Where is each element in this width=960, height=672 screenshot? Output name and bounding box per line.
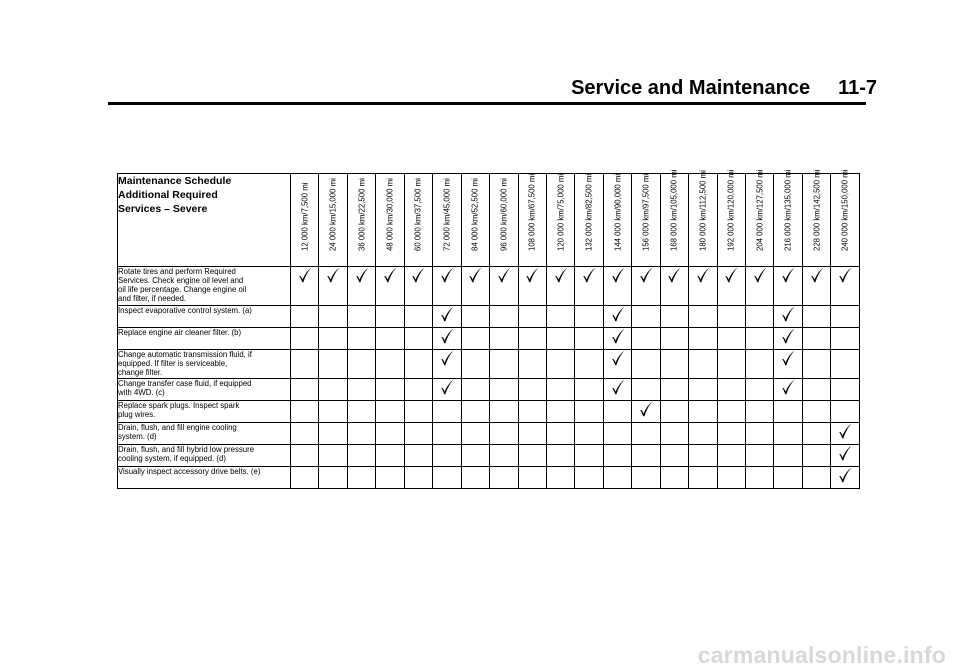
schedule-cell (689, 379, 717, 401)
checkmark-icon (724, 267, 738, 283)
schedule-cell (518, 267, 546, 306)
schedule-cell (575, 328, 603, 350)
interval-header (689, 170, 717, 267)
checkmark-icon (639, 267, 653, 283)
table-row (118, 267, 860, 306)
schedule-cell (404, 401, 432, 423)
schedule-cell (404, 445, 432, 467)
schedule-cell (546, 328, 574, 350)
schedule-cell (802, 350, 830, 379)
schedule-cell (632, 401, 660, 423)
schedule-cell (347, 467, 375, 489)
schedule-cell (660, 267, 688, 306)
schedule-cell (347, 401, 375, 423)
checkmark-icon (411, 267, 425, 283)
schedule-cell (490, 306, 518, 328)
table-row (118, 306, 860, 328)
schedule-cell (831, 306, 859, 328)
interval-label: 132 000 km/82,500 mi (584, 173, 594, 251)
schedule-cell (291, 350, 319, 379)
schedule-cell (518, 379, 546, 401)
schedule-cell (461, 267, 489, 306)
schedule-cell (689, 445, 717, 467)
schedule-cell (546, 445, 574, 467)
interval-header (632, 174, 660, 267)
schedule-cell (433, 379, 461, 401)
schedule-cell (575, 401, 603, 423)
interval-header (575, 174, 603, 267)
interval-header (433, 174, 461, 267)
schedule-cell (575, 379, 603, 401)
interval-header (518, 174, 546, 267)
interval-header (376, 174, 404, 267)
schedule-cell (717, 267, 745, 306)
checkmark-icon (639, 401, 653, 417)
checkmark-icon (611, 328, 625, 344)
table-title-line: Maintenance Schedule (118, 175, 232, 187)
interval-label: 156 000 km/97,500 mi (641, 173, 651, 251)
schedule-cell (575, 306, 603, 328)
schedule-cell (660, 401, 688, 423)
schedule-cell (518, 328, 546, 350)
service-task-label: Drain, flush, and fill hybrid low pressure cooling system, if equipped. (d) (118, 445, 291, 467)
schedule-cell (632, 306, 660, 328)
service-task-label: Replace engine air cleaner filter. (b) (118, 328, 291, 350)
table-row (118, 401, 860, 423)
schedule-cell (603, 328, 631, 350)
schedule-cell (433, 445, 461, 467)
schedule-cell (376, 379, 404, 401)
interval-header (660, 169, 688, 267)
schedule-cell (490, 379, 518, 401)
schedule-cell (518, 401, 546, 423)
schedule-cell (461, 423, 489, 445)
checkmark-icon (525, 267, 539, 283)
interval-header (802, 169, 830, 267)
schedule-cell (319, 423, 347, 445)
schedule-cell (433, 423, 461, 445)
schedule-cell (291, 423, 319, 445)
schedule-cell (376, 267, 404, 306)
schedule-cell (490, 328, 518, 350)
interval-label: 144 000 km/90,000 mi (613, 173, 623, 251)
interval-header (291, 174, 319, 267)
schedule-cell (802, 467, 830, 489)
schedule-cell (319, 379, 347, 401)
schedule-cell (461, 467, 489, 489)
checkmark-icon (383, 267, 397, 283)
page-header (0, 70, 877, 104)
checkmark-icon (298, 267, 312, 283)
table-row (118, 423, 860, 445)
schedule-cell (575, 267, 603, 306)
schedule-cell (774, 306, 802, 328)
schedule-cell (717, 379, 745, 401)
schedule-cell (376, 306, 404, 328)
checkmark-icon (696, 267, 710, 283)
page-number: 11-7 (838, 77, 877, 99)
schedule-cell (746, 379, 774, 401)
schedule-cell (433, 467, 461, 489)
schedule-cell (376, 328, 404, 350)
schedule-cell (433, 306, 461, 328)
schedule-cell (774, 267, 802, 306)
interval-header (404, 174, 432, 267)
schedule-cell (518, 306, 546, 328)
schedule-cell (802, 423, 830, 445)
checkmark-icon (440, 328, 454, 344)
schedule-cell (404, 328, 432, 350)
schedule-cell (689, 267, 717, 306)
schedule-cell (291, 401, 319, 423)
table-row (118, 350, 860, 379)
interval-label: 84 000 km/52,500 mi (470, 178, 480, 251)
schedule-cell (575, 423, 603, 445)
interval-label: 96 000 km/60,000 mi (499, 178, 509, 251)
table-title (118, 174, 291, 267)
schedule-cell (774, 379, 802, 401)
schedule-cell (461, 401, 489, 423)
schedule-cell (291, 306, 319, 328)
table-title-line: Additional Required (118, 189, 218, 201)
schedule-cell (376, 423, 404, 445)
checkmark-icon (781, 350, 795, 366)
schedule-cell (575, 467, 603, 489)
schedule-cell (546, 401, 574, 423)
schedule-cell (774, 445, 802, 467)
schedule-cell (490, 423, 518, 445)
service-task-label: Change automatic transmission fluid, if equipped. If filter is serviceable, change filter. (118, 350, 291, 379)
schedule-cell (774, 467, 802, 489)
table-title-line: Services – Severe (118, 203, 208, 215)
interval-label: 228 000 km/142,500 mi (812, 169, 822, 251)
schedule-cell (490, 467, 518, 489)
schedule-cell (376, 401, 404, 423)
schedule-cell (632, 467, 660, 489)
schedule-cell (347, 445, 375, 467)
schedule-cell (746, 328, 774, 350)
checkmark-icon (611, 306, 625, 322)
table-row (118, 467, 860, 489)
table-row (118, 379, 860, 401)
schedule-cell (660, 328, 688, 350)
checkmark-icon (838, 445, 852, 461)
schedule-cell (575, 350, 603, 379)
schedule-cell (774, 350, 802, 379)
schedule-cell (319, 350, 347, 379)
schedule-cell (746, 467, 774, 489)
checkmark-icon (440, 379, 454, 395)
schedule-cell (746, 401, 774, 423)
schedule-cell (660, 467, 688, 489)
interval-header (717, 169, 745, 267)
service-task-label: Replace spark plugs. Inspect spark plug wires. (118, 401, 291, 423)
schedule-cell (746, 423, 774, 445)
schedule-cell (689, 401, 717, 423)
checkmark-icon (554, 267, 568, 283)
schedule-cell (717, 328, 745, 350)
schedule-cell (319, 306, 347, 328)
checkmark-icon (326, 267, 340, 283)
interval-header (347, 174, 375, 267)
checkmark-icon (440, 306, 454, 322)
schedule-cell (546, 306, 574, 328)
table-row (118, 328, 860, 350)
interval-label: 12 000 km/7,500 mi (300, 182, 310, 251)
schedule-cell (291, 445, 319, 467)
schedule-cell (461, 306, 489, 328)
schedule-cell (802, 379, 830, 401)
schedule-cell (689, 350, 717, 379)
schedule-cell (802, 328, 830, 350)
schedule-cell (461, 379, 489, 401)
schedule-cell (632, 423, 660, 445)
checkmark-icon (440, 350, 454, 366)
schedule-cell (717, 467, 745, 489)
interval-header (461, 174, 489, 267)
interval-label: 216 000 km/135,000 mi (783, 169, 793, 251)
schedule-cell (746, 350, 774, 379)
schedule-cell (433, 328, 461, 350)
interval-label: 168 000 km/105,000 mi (669, 169, 679, 251)
schedule-cell (518, 467, 546, 489)
schedule-cell (632, 379, 660, 401)
schedule-cell (831, 267, 859, 306)
checkmark-icon (611, 350, 625, 366)
schedule-cell (461, 445, 489, 467)
interval-label: 204 000 km/127,500 mi (755, 169, 765, 251)
schedule-cell (660, 306, 688, 328)
checkmark-icon (355, 267, 369, 283)
schedule-cell (632, 328, 660, 350)
schedule-cell (831, 401, 859, 423)
schedule-cell (660, 423, 688, 445)
schedule-cell (603, 379, 631, 401)
schedule-cell (802, 267, 830, 306)
interval-label: 24 000 km/15,000 mi (328, 178, 338, 251)
schedule-cell (404, 267, 432, 306)
interval-label: 72 000 km/45,000 mi (442, 178, 452, 251)
schedule-cell (546, 267, 574, 306)
schedule-cell (660, 350, 688, 379)
schedule-cell (291, 379, 319, 401)
checkmark-icon (781, 306, 795, 322)
schedule-cell (518, 445, 546, 467)
schedule-cell (603, 306, 631, 328)
schedule-cell (347, 306, 375, 328)
schedule-cell (291, 328, 319, 350)
schedule-cell (347, 423, 375, 445)
schedule-cell (490, 350, 518, 379)
schedule-cell (404, 379, 432, 401)
schedule-cell (774, 423, 802, 445)
schedule-cell (461, 350, 489, 379)
schedule-cell (689, 423, 717, 445)
table-header-row (118, 174, 860, 267)
interval-header (546, 174, 574, 267)
checkmark-icon (781, 328, 795, 344)
interval-label: 192 000 km/120,000 mi (726, 169, 736, 251)
schedule-cell (603, 467, 631, 489)
schedule-cell (603, 423, 631, 445)
interval-label: 240 000 km/150,000 mi (840, 169, 850, 251)
schedule-cell (404, 423, 432, 445)
schedule-cell (376, 350, 404, 379)
schedule-cell (319, 401, 347, 423)
schedule-cell (831, 379, 859, 401)
schedule-cell (660, 445, 688, 467)
service-task-label: Rotate tires and perform Required Services. Check engine oil level and oil life percentage. Change engine oil and filter, if needed. (118, 267, 291, 306)
schedule-cell (831, 423, 859, 445)
interval-header (746, 169, 774, 267)
interval-header (319, 174, 347, 267)
checkmark-icon (611, 379, 625, 395)
checkmark-icon (781, 379, 795, 395)
section-title: Service and Maintenance (571, 77, 811, 99)
schedule-cell (746, 267, 774, 306)
interval-label: 48 000 km/30,000 mi (385, 178, 395, 251)
schedule-cell (490, 267, 518, 306)
schedule-cell (632, 267, 660, 306)
interval-header (831, 169, 859, 267)
checkmark-icon (440, 267, 454, 283)
schedule-cell (717, 445, 745, 467)
checkmark-icon (582, 267, 596, 283)
schedule-cell (746, 306, 774, 328)
schedule-cell (291, 467, 319, 489)
schedule-cell (347, 267, 375, 306)
checkmark-icon (753, 267, 767, 283)
schedule-cell (831, 328, 859, 350)
schedule-cell (603, 267, 631, 306)
service-task-label: Change transfer case fluid, if equipped with 4WD. (c) (118, 379, 291, 401)
schedule-cell (689, 306, 717, 328)
checkmark-icon (611, 267, 625, 283)
schedule-cell (404, 350, 432, 379)
schedule-cell (575, 445, 603, 467)
interval-label: 108 000 km/67,500 mi (527, 173, 537, 251)
checkmark-icon (838, 423, 852, 439)
checkmark-icon (468, 267, 482, 283)
checkmark-icon (838, 467, 852, 483)
schedule-cell (717, 401, 745, 423)
schedule-cell (831, 467, 859, 489)
interval-header (774, 169, 802, 267)
schedule-cell (433, 401, 461, 423)
schedule-cell (490, 445, 518, 467)
schedule-cell (831, 350, 859, 379)
schedule-cell (404, 467, 432, 489)
schedule-cell (802, 445, 830, 467)
schedule-cell (347, 350, 375, 379)
schedule-cell (319, 467, 347, 489)
schedule-cell (632, 350, 660, 379)
interval-header (490, 174, 518, 267)
schedule-cell (319, 267, 347, 306)
schedule-cell (774, 401, 802, 423)
table-row (118, 445, 860, 467)
schedule-cell (461, 328, 489, 350)
schedule-cell (376, 445, 404, 467)
maintenance-schedule-table (117, 169, 860, 489)
interval-label: 180 000 km/112,500 mi (698, 170, 708, 251)
service-task-label: Visually inspect accessory drive belts. (e) (118, 467, 291, 489)
schedule-cell (660, 379, 688, 401)
schedule-cell (603, 401, 631, 423)
schedule-cell (433, 350, 461, 379)
schedule-cell (319, 445, 347, 467)
schedule-cell (347, 379, 375, 401)
interval-label: 120 000 km/75,000 mi (556, 173, 566, 251)
checkmark-icon (838, 267, 852, 283)
schedule-cell (376, 467, 404, 489)
schedule-cell (717, 306, 745, 328)
schedule-cell (518, 423, 546, 445)
schedule-cell (490, 401, 518, 423)
schedule-cell (746, 445, 774, 467)
schedule-cell (603, 445, 631, 467)
schedule-cell (632, 445, 660, 467)
schedule-cell (546, 423, 574, 445)
schedule-cell (433, 267, 461, 306)
service-task-label: Drain, flush, and fill engine cooling system. (d) (118, 423, 291, 445)
interval-label: 60 000 km/37,500 mi (413, 178, 423, 251)
schedule-cell (546, 379, 574, 401)
schedule-cell (603, 350, 631, 379)
schedule-cell (717, 423, 745, 445)
service-task-label: Inspect evaporative control system. (a) (118, 306, 291, 328)
checkmark-icon (781, 267, 795, 283)
interval-label: 36 000 km/22,500 mi (357, 178, 367, 251)
schedule-cell (689, 328, 717, 350)
checkmark-icon (667, 267, 681, 283)
schedule-cell (774, 328, 802, 350)
interval-header (603, 174, 631, 267)
checkmark-icon (497, 267, 511, 283)
schedule-cell (291, 267, 319, 306)
schedule-cell (689, 467, 717, 489)
schedule-cell (717, 350, 745, 379)
schedule-cell (802, 401, 830, 423)
schedule-cell (518, 350, 546, 379)
schedule-cell (546, 467, 574, 489)
header-rule (108, 102, 866, 105)
schedule-cell (546, 350, 574, 379)
checkmark-icon (810, 267, 824, 283)
watermark: carmanualsonline.info (697, 642, 946, 668)
schedule-cell (404, 306, 432, 328)
schedule-cell (831, 445, 859, 467)
schedule-cell (802, 306, 830, 328)
schedule-cell (347, 328, 375, 350)
schedule-cell (319, 328, 347, 350)
